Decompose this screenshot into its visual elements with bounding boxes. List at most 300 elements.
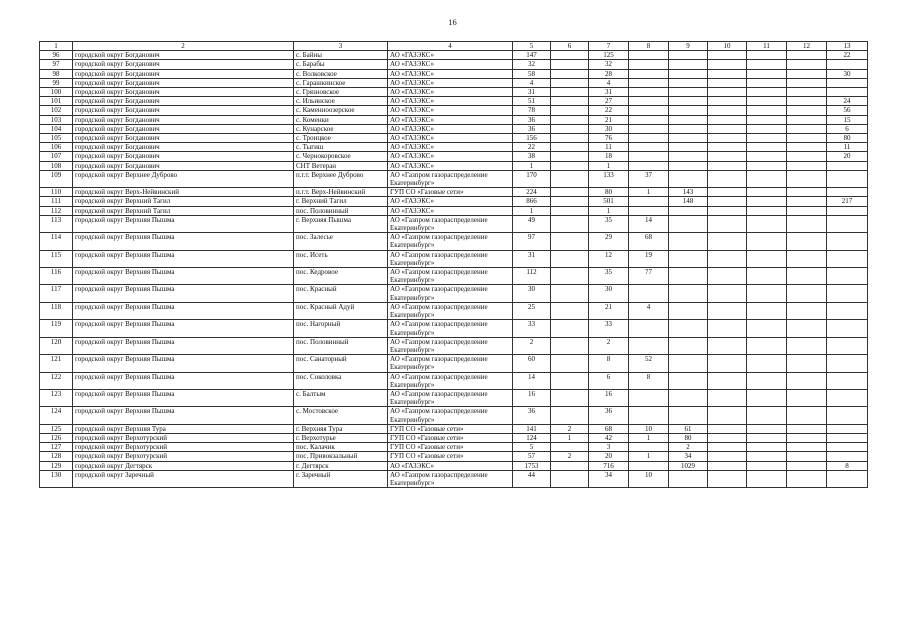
organization-cell: АО «ГАЗЭКС» bbox=[388, 106, 513, 115]
col-6-cell bbox=[551, 268, 589, 285]
col-13-cell bbox=[827, 470, 868, 487]
table-row bbox=[40, 197, 868, 206]
settlement-cell: п.г.т. Верх-Нейвинский bbox=[294, 188, 388, 197]
col-8-cell bbox=[629, 51, 669, 60]
col-9-cell: 2 bbox=[669, 443, 708, 452]
row-number-cell: 111 bbox=[40, 197, 73, 206]
col-8-cell: 19 bbox=[629, 250, 669, 267]
col-8-cell bbox=[629, 161, 669, 170]
settlement-cell: с. Волковское bbox=[294, 69, 388, 78]
row-number-cell: 98 bbox=[40, 69, 73, 78]
col-5-cell: 1 bbox=[513, 206, 551, 215]
col-11-cell bbox=[747, 97, 787, 106]
municipality-cell: городской округ Верхняя Пышма bbox=[73, 337, 294, 354]
col-5-cell: 1 bbox=[513, 161, 551, 170]
col-10-cell bbox=[708, 470, 747, 487]
col-5-cell: 38 bbox=[513, 152, 551, 161]
col-10-cell bbox=[708, 197, 747, 206]
col-11-cell bbox=[747, 78, 787, 87]
col-7-cell: 21 bbox=[589, 115, 629, 124]
table-row bbox=[40, 215, 868, 232]
municipality-cell: городской округ Верхняя Пышма bbox=[73, 250, 294, 267]
col-8-cell bbox=[629, 88, 669, 97]
col-5-cell: 2 bbox=[513, 337, 551, 354]
col-11-cell bbox=[747, 320, 787, 337]
col-13-cell bbox=[827, 78, 868, 87]
row-number-cell: 115 bbox=[40, 250, 73, 267]
col-8-cell bbox=[629, 60, 669, 69]
settlement-cell: СНТ Ветеран bbox=[294, 161, 388, 170]
col-9-cell: 1029 bbox=[669, 461, 708, 470]
settlement-cell: с. Коменки bbox=[294, 115, 388, 124]
organization-cell: ГУП СО «Газовые сети» bbox=[388, 433, 513, 442]
municipality-cell: городской округ Заречный bbox=[73, 470, 294, 487]
municipality-cell: городской округ Богданович bbox=[73, 78, 294, 87]
settlement-cell: пос. Половинный bbox=[294, 337, 388, 354]
col-6-cell bbox=[551, 302, 589, 319]
row-number-cell: 109 bbox=[40, 170, 73, 187]
settlement-cell: с. Грязновское bbox=[294, 88, 388, 97]
col-13-cell: 56 bbox=[827, 106, 868, 115]
col-8-cell: 10 bbox=[629, 424, 669, 433]
col-7-cell: 34 bbox=[589, 470, 629, 487]
settlement-cell: с. Ильинское bbox=[294, 97, 388, 106]
col-9-cell bbox=[669, 60, 708, 69]
col-11-cell bbox=[747, 115, 787, 124]
col-9-cell bbox=[669, 51, 708, 60]
row-number-cell: 128 bbox=[40, 452, 73, 461]
header-cell: 2 bbox=[73, 42, 294, 51]
col-11-cell bbox=[747, 206, 787, 215]
settlement-cell: пос. Соколовка bbox=[294, 372, 388, 389]
col-7-cell: 22 bbox=[589, 106, 629, 115]
table-row bbox=[40, 152, 868, 161]
col-9-cell bbox=[669, 106, 708, 115]
col-8-cell: 4 bbox=[629, 302, 669, 319]
table-row bbox=[40, 268, 868, 285]
organization-cell: АО «Газпром газораспределение Екатеринбург» bbox=[388, 215, 513, 232]
col-12-cell bbox=[787, 233, 827, 250]
col-8-cell: 1 bbox=[629, 433, 669, 442]
col-7-cell: 501 bbox=[589, 197, 629, 206]
col-12-cell bbox=[787, 152, 827, 161]
table-row bbox=[40, 461, 868, 470]
col-12-cell bbox=[787, 197, 827, 206]
col-10-cell bbox=[708, 106, 747, 115]
organization-cell: АО «ГАЗЭКС» bbox=[388, 60, 513, 69]
col-11-cell bbox=[747, 372, 787, 389]
col-9-cell bbox=[669, 268, 708, 285]
col-11-cell bbox=[747, 268, 787, 285]
col-5-cell: 58 bbox=[513, 69, 551, 78]
header-cell: 10 bbox=[708, 42, 747, 51]
col-11-cell bbox=[747, 134, 787, 143]
col-8-cell bbox=[629, 337, 669, 354]
row-number-cell: 117 bbox=[40, 285, 73, 302]
col-8-cell bbox=[629, 197, 669, 206]
col-12-cell bbox=[787, 88, 827, 97]
col-10-cell bbox=[708, 143, 747, 152]
col-11-cell bbox=[747, 443, 787, 452]
settlement-cell: пос. Привокзальный bbox=[294, 452, 388, 461]
col-6-cell bbox=[551, 88, 589, 97]
col-12-cell bbox=[787, 389, 827, 406]
header-cell: 3 bbox=[294, 42, 388, 51]
col-7-cell: 35 bbox=[589, 215, 629, 232]
table-row bbox=[40, 115, 868, 124]
municipality-cell: городской округ Верхотурский bbox=[73, 443, 294, 452]
row-number-cell: 119 bbox=[40, 320, 73, 337]
col-12-cell bbox=[787, 372, 827, 389]
organization-cell: ГУП СО «Газовые сети» bbox=[388, 452, 513, 461]
col-12-cell bbox=[787, 206, 827, 215]
col-7-cell: 31 bbox=[589, 88, 629, 97]
organization-cell: АО «Газпром газораспределение Екатеринбург» bbox=[388, 389, 513, 406]
col-5-cell: 16 bbox=[513, 389, 551, 406]
col-8-cell: 10 bbox=[629, 470, 669, 487]
col-13-cell: 217 bbox=[827, 197, 868, 206]
col-5-cell: 31 bbox=[513, 250, 551, 267]
col-6-cell bbox=[551, 320, 589, 337]
settlement-cell: пос. Залесье bbox=[294, 233, 388, 250]
settlement-cell: г. Заречный bbox=[294, 470, 388, 487]
table-row bbox=[40, 355, 868, 372]
col-11-cell bbox=[747, 197, 787, 206]
col-13-cell bbox=[827, 424, 868, 433]
col-6-cell bbox=[551, 115, 589, 124]
col-10-cell bbox=[708, 51, 747, 60]
col-13-cell bbox=[827, 302, 868, 319]
col-5-cell: 14 bbox=[513, 372, 551, 389]
col-9-cell bbox=[669, 302, 708, 319]
col-5-cell: 5 bbox=[513, 443, 551, 452]
col-5-cell: 97 bbox=[513, 233, 551, 250]
table-row bbox=[40, 302, 868, 319]
col-6-cell bbox=[551, 443, 589, 452]
col-13-cell: 15 bbox=[827, 115, 868, 124]
col-10-cell bbox=[708, 170, 747, 187]
col-12-cell bbox=[787, 433, 827, 442]
col-13-cell: 6 bbox=[827, 124, 868, 133]
col-12-cell bbox=[787, 424, 827, 433]
table-row bbox=[40, 407, 868, 424]
col-12-cell bbox=[787, 268, 827, 285]
col-9-cell bbox=[669, 372, 708, 389]
col-6-cell bbox=[551, 188, 589, 197]
table-row bbox=[40, 78, 868, 87]
municipality-cell: городской округ Верхняя Пышма bbox=[73, 302, 294, 319]
col-11-cell bbox=[747, 215, 787, 232]
settlement-cell: г. Дегтярск bbox=[294, 461, 388, 470]
col-9-cell bbox=[669, 206, 708, 215]
col-6-cell bbox=[551, 134, 589, 143]
organization-cell: АО «Газпром газораспределение Екатеринбург» bbox=[388, 285, 513, 302]
row-number-cell: 113 bbox=[40, 215, 73, 232]
table-row bbox=[40, 389, 868, 406]
settlement-cell: с. Гарашкинское bbox=[294, 78, 388, 87]
col-11-cell bbox=[747, 188, 787, 197]
table-row bbox=[40, 372, 868, 389]
col-8-cell bbox=[629, 320, 669, 337]
row-number-cell: 100 bbox=[40, 88, 73, 97]
settlement-cell: пос. Нагорный bbox=[294, 320, 388, 337]
col-7-cell: 8 bbox=[589, 355, 629, 372]
col-5-cell: 224 bbox=[513, 188, 551, 197]
col-6-cell bbox=[551, 170, 589, 187]
settlement-cell: п.г.т. Верхнее Дуброво bbox=[294, 170, 388, 187]
col-13-cell: 8 bbox=[827, 461, 868, 470]
col-9-cell bbox=[669, 78, 708, 87]
col-10-cell bbox=[708, 88, 747, 97]
col-12-cell bbox=[787, 320, 827, 337]
col-6-cell bbox=[551, 337, 589, 354]
organization-cell: АО «ГАЗЭКС» bbox=[388, 88, 513, 97]
table-row bbox=[40, 97, 868, 106]
col-11-cell bbox=[747, 407, 787, 424]
col-10-cell bbox=[708, 389, 747, 406]
col-12-cell bbox=[787, 143, 827, 152]
col-9-cell bbox=[669, 215, 708, 232]
col-6-cell bbox=[551, 60, 589, 69]
municipality-cell: городской округ Дегтярск bbox=[73, 461, 294, 470]
col-10-cell bbox=[708, 250, 747, 267]
col-6-cell bbox=[551, 233, 589, 250]
settlement-cell: с. Кунарское bbox=[294, 124, 388, 133]
col-10-cell bbox=[708, 134, 747, 143]
municipality-cell: городской округ Верхотурский bbox=[73, 433, 294, 442]
col-11-cell bbox=[747, 143, 787, 152]
municipality-cell: городской округ Богданович bbox=[73, 51, 294, 60]
col-5-cell: 30 bbox=[513, 285, 551, 302]
organization-cell: АО «Газпром газораспределение Екатеринбург» bbox=[388, 250, 513, 267]
municipality-cell: городской округ Богданович bbox=[73, 161, 294, 170]
col-10-cell bbox=[708, 355, 747, 372]
col-10-cell bbox=[708, 215, 747, 232]
col-8-cell bbox=[629, 97, 669, 106]
row-number-cell: 105 bbox=[40, 134, 73, 143]
col-12-cell bbox=[787, 443, 827, 452]
header-cell: 8 bbox=[629, 42, 669, 51]
col-13-cell bbox=[827, 372, 868, 389]
table-row bbox=[40, 51, 868, 60]
col-10-cell bbox=[708, 372, 747, 389]
settlement-cell: с. Мостовское bbox=[294, 407, 388, 424]
row-number-cell: 127 bbox=[40, 443, 73, 452]
municipality-cell: городской округ Верхняя Тура bbox=[73, 424, 294, 433]
col-13-cell bbox=[827, 433, 868, 442]
header-cell: 13 bbox=[827, 42, 868, 51]
table-row bbox=[40, 233, 868, 250]
organization-cell: АО «ГАЗЭКС» bbox=[388, 143, 513, 152]
col-8-cell bbox=[629, 389, 669, 406]
organization-cell: ГУП СО «Газовые сети» bbox=[388, 443, 513, 452]
col-6-cell bbox=[551, 197, 589, 206]
organization-cell: ГУП СО «Газовые сети» bbox=[388, 424, 513, 433]
col-11-cell bbox=[747, 452, 787, 461]
col-10-cell bbox=[708, 320, 747, 337]
organization-cell: АО «ГАЗЭКС» bbox=[388, 161, 513, 170]
table-row bbox=[40, 206, 868, 215]
table-row bbox=[40, 320, 868, 337]
col-11-cell bbox=[747, 389, 787, 406]
col-5-cell: 147 bbox=[513, 51, 551, 60]
col-7-cell: 35 bbox=[589, 268, 629, 285]
col-11-cell bbox=[747, 60, 787, 69]
municipality-cell: городской округ Верхняя Пышма bbox=[73, 320, 294, 337]
settlement-cell: пос. Половинный bbox=[294, 206, 388, 215]
header-cell: 6 bbox=[551, 42, 589, 51]
municipality-cell: городской округ Верхняя Пышма bbox=[73, 268, 294, 285]
col-12-cell bbox=[787, 161, 827, 170]
table-row bbox=[40, 452, 868, 461]
col-7-cell: 3 bbox=[589, 443, 629, 452]
col-7-cell: 18 bbox=[589, 152, 629, 161]
organization-cell: АО «ГАЗЭКС» bbox=[388, 461, 513, 470]
table-row bbox=[40, 60, 868, 69]
col-12-cell bbox=[787, 97, 827, 106]
col-8-cell bbox=[629, 206, 669, 215]
col-12-cell bbox=[787, 250, 827, 267]
settlement-cell: с. Балтым bbox=[294, 389, 388, 406]
settlement-cell: с. Троицкое bbox=[294, 134, 388, 143]
col-12-cell bbox=[787, 78, 827, 87]
municipality-cell: городской округ Верхнее Дуброво bbox=[73, 170, 294, 187]
col-12-cell bbox=[787, 124, 827, 133]
table-row bbox=[40, 337, 868, 354]
col-9-cell: 80 bbox=[669, 433, 708, 442]
col-13-cell bbox=[827, 355, 868, 372]
organization-cell: АО «Газпром газораспределение Екатеринбург» bbox=[388, 268, 513, 285]
settlement-cell: с. Барабы bbox=[294, 60, 388, 69]
col-10-cell bbox=[708, 452, 747, 461]
col-8-cell bbox=[629, 407, 669, 424]
col-9-cell bbox=[669, 88, 708, 97]
col-13-cell bbox=[827, 170, 868, 187]
col-13-cell: 20 bbox=[827, 152, 868, 161]
row-number-cell: 124 bbox=[40, 407, 73, 424]
col-10-cell bbox=[708, 124, 747, 133]
col-6-cell bbox=[551, 69, 589, 78]
col-7-cell: 1 bbox=[589, 161, 629, 170]
col-12-cell bbox=[787, 60, 827, 69]
col-13-cell bbox=[827, 389, 868, 406]
col-5-cell: 25 bbox=[513, 302, 551, 319]
col-7-cell: 16 bbox=[589, 389, 629, 406]
municipality-cell: городской округ Верхотурский bbox=[73, 452, 294, 461]
settlement-cell: с. Каменноозерское bbox=[294, 106, 388, 115]
table-row bbox=[40, 433, 868, 442]
col-12-cell bbox=[787, 302, 827, 319]
organization-cell: АО «Газпром газораспределение Екатеринбург» bbox=[388, 355, 513, 372]
row-number-cell: 121 bbox=[40, 355, 73, 372]
organization-cell: АО «ГАЗЭКС» bbox=[388, 134, 513, 143]
organization-cell: АО «Газпром газораспределение Екатеринбург» bbox=[388, 170, 513, 187]
settlement-cell: с. Байны bbox=[294, 51, 388, 60]
col-9-cell bbox=[669, 337, 708, 354]
col-10-cell bbox=[708, 407, 747, 424]
col-10-cell bbox=[708, 233, 747, 250]
col-13-cell bbox=[827, 285, 868, 302]
col-12-cell bbox=[787, 106, 827, 115]
col-11-cell bbox=[747, 285, 787, 302]
organization-cell: АО «ГАЗЭКС» bbox=[388, 69, 513, 78]
col-5-cell: 57 bbox=[513, 452, 551, 461]
col-8-cell: 14 bbox=[629, 215, 669, 232]
settlement-cell: г. Верхняя Тура bbox=[294, 424, 388, 433]
col-6-cell bbox=[551, 206, 589, 215]
col-6-cell bbox=[551, 470, 589, 487]
col-5-cell: 156 bbox=[513, 134, 551, 143]
data-table bbox=[39, 41, 868, 488]
col-13-cell bbox=[827, 337, 868, 354]
col-10-cell bbox=[708, 115, 747, 124]
col-8-cell: 37 bbox=[629, 170, 669, 187]
row-number-cell: 130 bbox=[40, 470, 73, 487]
col-8-cell: 52 bbox=[629, 355, 669, 372]
col-6-cell bbox=[551, 152, 589, 161]
row-number-cell: 104 bbox=[40, 124, 73, 133]
table-row bbox=[40, 443, 868, 452]
row-number-cell: 101 bbox=[40, 97, 73, 106]
table-row bbox=[40, 470, 868, 487]
col-13-cell bbox=[827, 188, 868, 197]
col-5-cell: 4 bbox=[513, 78, 551, 87]
row-number-cell: 97 bbox=[40, 60, 73, 69]
col-9-cell bbox=[669, 250, 708, 267]
col-7-cell: 11 bbox=[589, 143, 629, 152]
table-row bbox=[40, 143, 868, 152]
col-7-cell: 29 bbox=[589, 233, 629, 250]
organization-cell: АО «ГАЗЭКС» bbox=[388, 97, 513, 106]
col-10-cell bbox=[708, 285, 747, 302]
col-6-cell bbox=[551, 143, 589, 152]
col-12-cell bbox=[787, 134, 827, 143]
col-6-cell bbox=[551, 372, 589, 389]
col-11-cell bbox=[747, 152, 787, 161]
col-8-cell bbox=[629, 152, 669, 161]
row-number-cell: 118 bbox=[40, 302, 73, 319]
col-12-cell bbox=[787, 461, 827, 470]
col-6-cell bbox=[551, 215, 589, 232]
col-13-cell bbox=[827, 407, 868, 424]
col-11-cell bbox=[747, 161, 787, 170]
row-number-cell: 102 bbox=[40, 106, 73, 115]
col-9-cell bbox=[669, 407, 708, 424]
municipality-cell: городской округ Верхняя Пышма bbox=[73, 285, 294, 302]
col-8-cell: 68 bbox=[629, 233, 669, 250]
settlement-cell: пос. Санаторный bbox=[294, 355, 388, 372]
municipality-cell: городской округ Верхняя Пышма bbox=[73, 355, 294, 372]
municipality-cell: городской округ Верхняя Пышма bbox=[73, 233, 294, 250]
col-11-cell bbox=[747, 470, 787, 487]
col-6-cell bbox=[551, 161, 589, 170]
table-row bbox=[40, 124, 868, 133]
col-12-cell bbox=[787, 69, 827, 78]
organization-cell: АО «ГАЗЭКС» bbox=[388, 197, 513, 206]
col-8-cell bbox=[629, 115, 669, 124]
col-8-cell bbox=[629, 143, 669, 152]
organization-cell: АО «Газпром газораспределение Екатеринбург» bbox=[388, 233, 513, 250]
col-6-cell bbox=[551, 407, 589, 424]
organization-cell: АО «Газпром газораспределение Екатеринбург» bbox=[388, 470, 513, 487]
row-number-cell: 116 bbox=[40, 268, 73, 285]
col-6-cell: 2 bbox=[551, 452, 589, 461]
col-9-cell bbox=[669, 161, 708, 170]
col-5-cell: 124 bbox=[513, 433, 551, 442]
col-9-cell: 34 bbox=[669, 452, 708, 461]
col-9-cell bbox=[669, 143, 708, 152]
col-6-cell: 1 bbox=[551, 433, 589, 442]
